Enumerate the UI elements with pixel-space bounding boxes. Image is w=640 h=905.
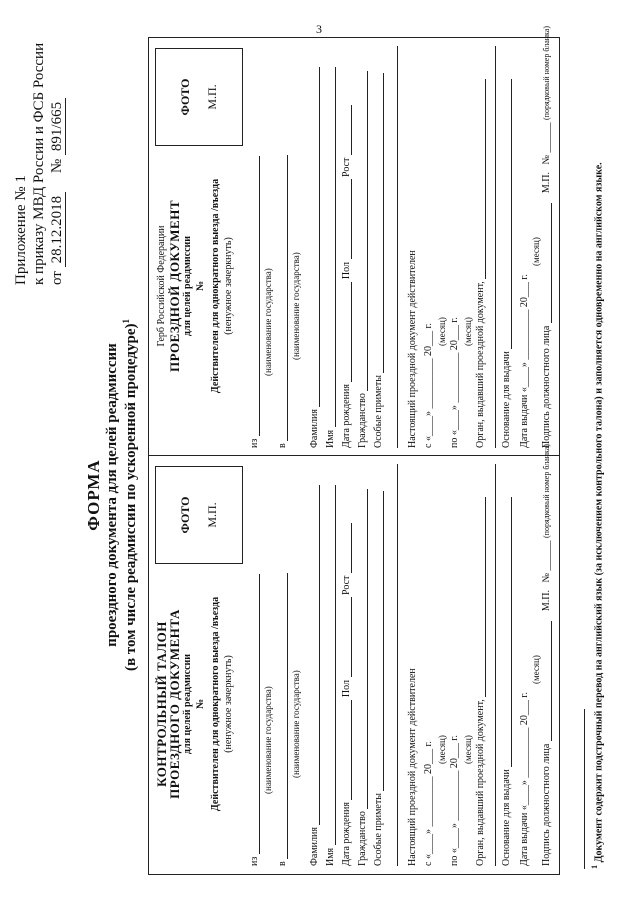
stub-from-field[interactable] [249, 574, 260, 854]
doc-month-note: (месяц) [437, 317, 447, 346]
form-title: ФОРМА [84, 459, 103, 531]
stub-valid-note: (ненужное зачеркнуть) [223, 655, 234, 753]
doc-dob-field[interactable] [341, 282, 352, 382]
stub-from-line [249, 464, 262, 866]
stub-issuer-label: Орган, выдавший проездной документ, [475, 699, 486, 866]
stub-header [155, 574, 235, 834]
stub-dob-field[interactable] [341, 700, 352, 800]
doc-dob-label: Дата рождения [341, 384, 352, 448]
doc-sex-field[interactable] [341, 179, 352, 259]
stub-divider [397, 464, 398, 866]
doc-sex-label: Пол [341, 261, 352, 280]
stub-signature-field[interactable] [541, 621, 552, 741]
stub-from-label: из [249, 856, 260, 866]
page-number: 3 [316, 22, 322, 36]
footnote-mark: 1 [121, 319, 131, 324]
stub-to-line [277, 464, 290, 866]
stub-surname-label: Фамилия [309, 827, 320, 866]
footnote-text: Документ содержит подстрочный перевод на английский язык (за исключением контрольного талона) и заполняется одновременно на английском языке. [593, 162, 605, 863]
doc-to-line [277, 46, 290, 448]
stub-height-label: Рост [341, 575, 352, 595]
stub-marks-label: Особые приметы [373, 793, 384, 866]
doc-surname-label: Фамилия [309, 409, 320, 448]
stub-dob-label: Дата рождения [341, 802, 352, 866]
stub-photo-label: ФОТО [178, 496, 192, 534]
stub-marks-field[interactable] [373, 491, 384, 791]
stub-state-note-2: (наименование государства) [291, 670, 301, 778]
stub-signature-line [541, 443, 554, 866]
stub-height-field[interactable] [341, 523, 352, 573]
doc-issuer-field[interactable] [475, 79, 486, 279]
stub-month-note-3: (месяц) [531, 655, 541, 684]
doc-signature-line [541, 25, 554, 448]
stub-title: КОНТРОЛЬНЫЙ ТАЛОН [154, 621, 169, 787]
doc-issuer-label: Орган, выдавший проездной документ, [475, 281, 486, 448]
stub-issue-date: Дата выдачи «____» __________ 20___ г. [519, 692, 530, 866]
stub-signature-label: Подпись должностного лица [541, 743, 552, 866]
stub-photo-box [155, 466, 243, 564]
stub-basis-field[interactable] [501, 497, 512, 767]
doc-divider [397, 46, 398, 448]
stub-to-date: по «____» __________ 20___ г. [449, 735, 460, 866]
doc-from-field[interactable] [249, 156, 260, 436]
stub-mp: М.П. [541, 590, 552, 612]
stub-name-label: Имя [325, 847, 336, 866]
stub-surname-field[interactable] [309, 485, 320, 825]
doc-valid: Действителен для однократного выезда /въезда [210, 178, 221, 394]
doc-valid-note: (ненужное зачеркнуть) [223, 237, 234, 335]
stub-basis-label: Основание для выдачи [501, 769, 512, 866]
doc-basis-line [501, 46, 514, 448]
travel-document [149, 25, 559, 456]
footnote [590, 29, 604, 869]
doc-month-note-2: (месяц) [463, 317, 473, 346]
stub-title-2: ПРОЕЗДНОГО ДОКУМЕНТА [167, 609, 182, 799]
doc-header [155, 156, 235, 416]
appendix-block [12, 5, 66, 285]
doc-basis-label: Основание для выдачи [501, 351, 512, 448]
stub-month-note-2: (месяц) [463, 735, 473, 764]
doc-signature-label: Подпись должностного лица [541, 325, 552, 448]
appendix-number: 891/665 [49, 98, 66, 155]
doc-marks-line [373, 46, 386, 448]
form-frame [148, 25, 560, 875]
form-subtitle-2 [121, 235, 140, 755]
stub-month-note: (месяц) [437, 735, 447, 764]
stub-to-label: в [277, 861, 288, 866]
doc-from-label: из [249, 438, 260, 448]
stub-basis-line [501, 464, 514, 866]
doc-name-field[interactable] [325, 67, 336, 427]
doc-state-note: (наименование государства) [263, 268, 273, 376]
footnote-number: 1 [590, 864, 599, 869]
doc-surname-field[interactable] [309, 67, 320, 407]
doc-marks-field[interactable] [373, 73, 384, 373]
doc-coat-of-arms: Герб Российской Федерации [156, 225, 167, 347]
stub-purpose: для целей реадмиссии [182, 653, 193, 755]
stub-blank-note: (порядковый номер бланка) [542, 443, 551, 538]
doc-issue-date: Дата выдачи «____» __________ 20___ г. [519, 274, 530, 448]
stub-sex-label: Пол [341, 679, 352, 698]
doc-height-label: Рост [341, 157, 352, 177]
form-subtitle-2-text: (в том числе реадмиссии по ускоренной процедуре) [123, 323, 139, 671]
doc-state-note-2: (наименование государства) [291, 252, 301, 360]
stub-citizenship-line [357, 464, 370, 866]
doc-valid-from: Настоящий проездной документ действителен [407, 250, 418, 448]
doc-issuer-line-2 [495, 46, 496, 448]
stub-valid: Действителен для однократного выезда /въезда [210, 596, 221, 812]
doc-citizenship-field[interactable] [357, 71, 368, 391]
form-subtitle: проездного документа для целей реадмиссии [104, 343, 120, 647]
doc-blank-note: (порядковый номер бланка) [542, 25, 551, 120]
doc-month-note-3: (месяц) [531, 237, 541, 266]
stub-from-date: с «____» __________ 20___ г. [423, 741, 434, 866]
stub-citizenship-field[interactable] [357, 489, 368, 809]
stub-blank-number: № ______ [541, 540, 552, 583]
stub-to-field[interactable] [277, 573, 288, 859]
stub-sex-field[interactable] [341, 597, 352, 677]
stub-valid-from: Настоящий проездной документ действителен [407, 668, 418, 866]
appendix-line-1: Приложение № 1 [13, 175, 29, 285]
stub-issuer-line [475, 464, 488, 866]
stub-state-note: (наименование государства) [263, 686, 273, 794]
doc-to-field[interactable] [277, 155, 288, 441]
stub-issuer-field[interactable] [475, 497, 486, 697]
appendix-date: 28.12.2018 [49, 192, 66, 268]
appendix-date-line [48, 5, 66, 285]
doc-from-line [249, 46, 262, 448]
stub-citizenship-label: Гражданство [357, 811, 368, 866]
doc-citizenship-line [357, 46, 370, 448]
doc-purpose: для целей реадмиссии [182, 235, 193, 337]
doc-signature-field[interactable] [541, 203, 552, 323]
doc-to-date: по «____» __________ 20___ г. [449, 317, 460, 448]
doc-citizenship-label: Гражданство [357, 393, 368, 448]
footnote-rule [584, 709, 585, 869]
stub-photo-stamp: М.П. [205, 502, 219, 528]
stub-surname-line [309, 464, 322, 866]
stub-name-field[interactable] [325, 485, 336, 845]
stub-number: № [195, 698, 206, 710]
doc-marks-label: Особые приметы [373, 375, 384, 448]
doc-name-line [325, 46, 338, 448]
doc-to-label: в [277, 443, 288, 448]
doc-photo-box [155, 48, 243, 146]
stub-marks-line [373, 464, 386, 866]
doc-issuer-line [475, 46, 488, 448]
stub-dob-line [341, 464, 354, 866]
doc-number: № [195, 280, 206, 292]
doc-height-field[interactable] [341, 105, 352, 155]
doc-photo-label: ФОТО [178, 78, 192, 116]
doc-basis-field[interactable] [501, 79, 512, 349]
doc-from-date: с «____» __________ 20___ г. [423, 323, 434, 448]
doc-name-label: Имя [325, 429, 336, 448]
stub-name-line [325, 464, 338, 866]
doc-blank-number: № ______ [541, 122, 552, 165]
doc-surname-line [309, 46, 322, 448]
doc-mp: М.П. [541, 172, 552, 194]
doc-photo-stamp: М.П. [205, 84, 219, 110]
doc-dob-line [341, 46, 354, 448]
appendix-line-2: к приказу МВД России и ФСБ России [31, 42, 47, 285]
control-stub [149, 443, 559, 874]
doc-title: ПРОЕЗДНОЙ ДОКУМЕНТ [167, 200, 182, 373]
stub-issuer-line-2 [495, 464, 496, 866]
appendix-date-prefix: от [49, 271, 65, 285]
appendix-number-prefix: № [49, 158, 65, 174]
